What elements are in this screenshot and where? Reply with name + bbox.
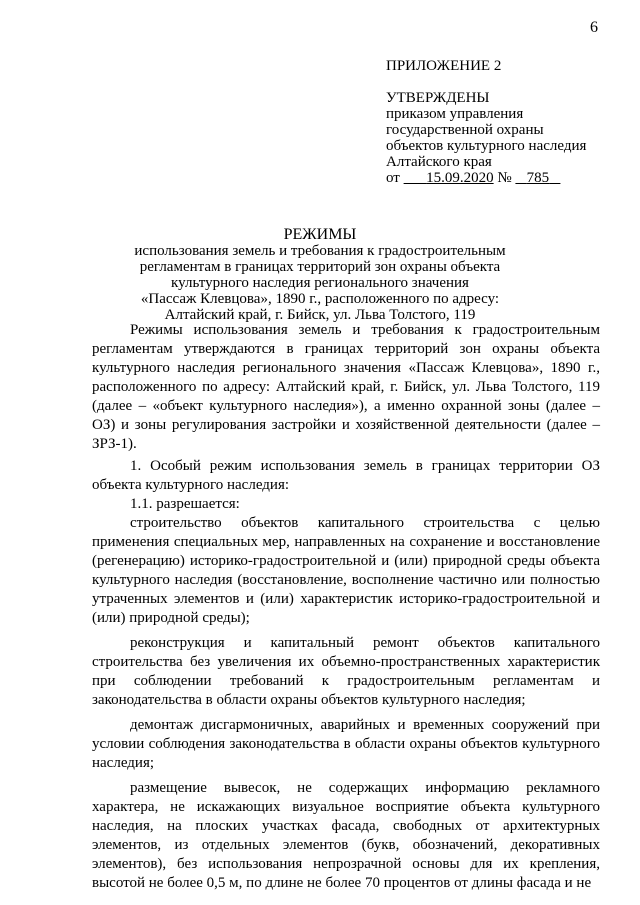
order-date: 15.09.2020 [426, 170, 494, 186]
approval-line: Алтайского края [386, 154, 492, 170]
approved-label: УТВЕРЖДЕНЫ [386, 90, 490, 106]
heading-title: РЕЖИМЫ [283, 226, 357, 243]
approval-line: государственной охраны [386, 122, 544, 138]
appendix-label: ПРИЛОЖЕНИЕ 2 [386, 58, 502, 74]
heading-line: культурного наследия регионального значения [171, 275, 469, 291]
order-number: 785 [526, 170, 550, 186]
heading-line: использования земель и требования к градостроительным [134, 243, 506, 259]
document-body [92, 321, 600, 893]
document-heading [0, 227, 640, 323]
intro-paragraph: Режимы использования земель и требования к градостроительным регламентам утверждаются в границах территорий зон охраны объекта культурного наследия регионального значения «Пассаж Клевцова», 1890 г., расположенного по адресу: Алтайский край, г. Бийск, ул. Льва Толстого, 119 (далее – «объект культурного наследия»), а именно охранной зоны (далее – ОЗ) и зоны регулирования застройки и хозяйственной деятельности (далее – ЗРЗ-1). [92, 322, 600, 452]
list-item: демонтаж дисгармоничных, аварийных и временных сооружений при условии соблюдения законодательства в области охраны объектов культурного наследия; [92, 717, 600, 771]
heading-line: «Пассаж Клевцова», 1890 г., расположенного по адресу: [140, 291, 500, 307]
number-sign: № [497, 170, 512, 186]
order-date-line [386, 170, 586, 186]
approval-block [386, 58, 586, 186]
subsection-heading: 1.1. разрешается: [130, 496, 240, 512]
approval-line: объектов культурного наследия [386, 138, 587, 154]
section-heading: 1. Особый режим использования земель в границах территории ОЗ объекта культурного наследия: [92, 458, 600, 493]
heading-line: Алтайский край, г. Бийск, ул. Льва Толстого, 119 [164, 307, 476, 323]
list-item: размещение вывесок, не содержащих информацию рекламного характера, не искажающих визуальное восприятие объекта культурного наследия, на плоских участках фасада, свободных от архитектурных элементов, из отдельных элементов (букв, обозначений, декоративных элементов), без использования непрозрачной основы для их крепления, высотой не более 0,5 м, по длине не более 70 процентов от длины фасада и не [92, 780, 600, 891]
heading-line: регламентам в границах территорий зон охраны объекта [139, 259, 501, 275]
approval-line: приказом управления [386, 106, 524, 122]
list-item: строительство объектов капитального строительства с целью применения специальных мер, направленных на сохранение и восстановление (регенерацию) историко-градостроительной и (или) природной среды объекта культурного наследия (восстановление, восполнение частично или полностью утраченных элементов и (или) характеристик историко-градостроительной и (или) природной среды); [92, 515, 600, 626]
date-prefix: от [386, 170, 400, 186]
list-item: реконструкция и капитальный ремонт объектов капитального строительства без увеличения их объемно-пространственных характеристик при соблюдении требований к градостроительным регламентам и законодательства в области охраны объектов культурного наследия; [92, 635, 600, 708]
page-number: 6 [590, 19, 598, 36]
